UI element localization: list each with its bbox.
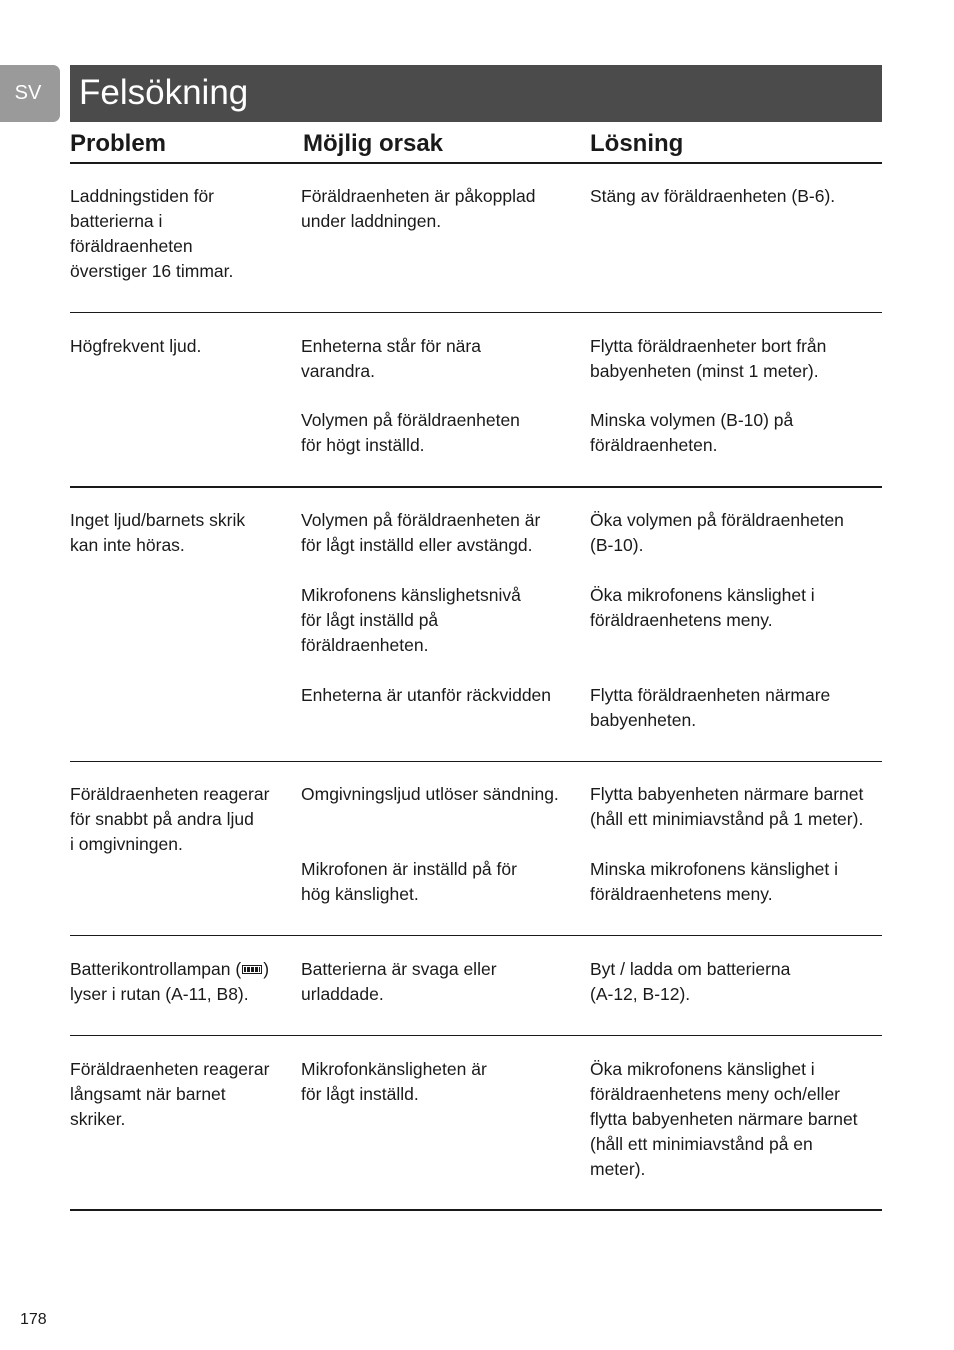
row2-cause-1: Enheterna står för nära varandra. xyxy=(301,336,481,381)
row3-cause-2: Mikrofonens känslighetsnivå för lågt inställd på föräldraenheten. xyxy=(301,585,521,655)
row4-cause-1: Omgivningsljud utlöser sändning. xyxy=(301,784,559,804)
row1-solution: Stäng av föräldraenheten (B-6). xyxy=(590,186,836,206)
row5-cause: Batterierna är svaga eller urladdade. xyxy=(301,959,497,1004)
page-title: Felsökning xyxy=(79,73,249,112)
row-divider xyxy=(70,761,882,762)
row2-solution-2: Minska volymen (B-10) på föräldraenheten. xyxy=(590,410,794,455)
row3-cause-1: Volymen på föräldraenheten är för lågt inställd eller avstängd. xyxy=(301,510,541,555)
row-divider xyxy=(70,312,882,313)
header-problem: Problem xyxy=(70,130,167,157)
row5-solution: Byt / ladda om batterierna (A-12, B-12). xyxy=(590,959,791,1004)
row4-problem: Föräldraenheten reagerar för snabbt på andra ljud i omgivningen. xyxy=(70,784,270,854)
row6-solution: Öka mikrofonens känslighet i föräldraenhetens meny och/eller flytta babyenheten närmare barnet (håll ett minimiavstånd på en meter). xyxy=(590,1059,858,1179)
row2-solution-1: Flytta föräldraenheter bort från babyenheten (minst 1 meter). xyxy=(590,336,827,381)
row2-cause-2: Volymen på föräldraenheten för högt inställd. xyxy=(301,410,520,455)
row-divider xyxy=(70,1035,882,1036)
language-tab: SV xyxy=(0,65,60,122)
row2-problem: Högfrekvent ljud. xyxy=(70,336,202,356)
row5-problem: Batterikontrollampan ( ) lyser i rutan (A-11, B8). xyxy=(70,959,270,1004)
row1-cause: Föräldraenheten är påkopplad under laddningen. xyxy=(301,186,536,231)
battery-icon xyxy=(242,965,262,974)
row3-solution-2: Öka mikrofonens känslighet i föräldraenhetens meny. xyxy=(590,585,815,630)
header-solution: Lösning xyxy=(590,130,684,157)
row3-cause-3: Enheterna är utanför räckvidden xyxy=(301,685,552,705)
title-bar xyxy=(70,65,882,122)
row3-solution-1: Öka volymen på föräldraenheten (B-10). xyxy=(590,510,844,555)
table-bottom-rule xyxy=(70,1209,882,1211)
row6-problem: Föräldraenheten reagerar långsamt när barnet skriker. xyxy=(70,1059,270,1129)
row1-problem: Laddningstiden för batterierna i föräldraenheten överstiger 16 timmar. xyxy=(70,186,234,281)
page-number: 178 xyxy=(20,1311,47,1328)
row4-solution-2: Minska mikrofonens känslighet i föräldraenhetens meny. xyxy=(590,859,839,904)
row3-problem: Inget ljud/barnets skrik kan inte höras. xyxy=(70,510,246,555)
row-divider xyxy=(70,935,882,936)
row4-cause-2: Mikrofonen är inställd på för hög känslighet. xyxy=(301,859,517,904)
row3-solution-3: Flytta föräldraenheten närmare babyenheten. xyxy=(590,685,831,730)
row-divider xyxy=(70,486,882,488)
header-cause: Möjlig orsak xyxy=(303,130,444,157)
row4-solution-1: Flytta babyenheten närmare barnet (håll ett minimiavstånd på 1 meter). xyxy=(590,784,864,829)
header-rule xyxy=(70,162,882,164)
row6-cause: Mikrofonkänsligheten är för lågt inställd. xyxy=(301,1059,487,1104)
